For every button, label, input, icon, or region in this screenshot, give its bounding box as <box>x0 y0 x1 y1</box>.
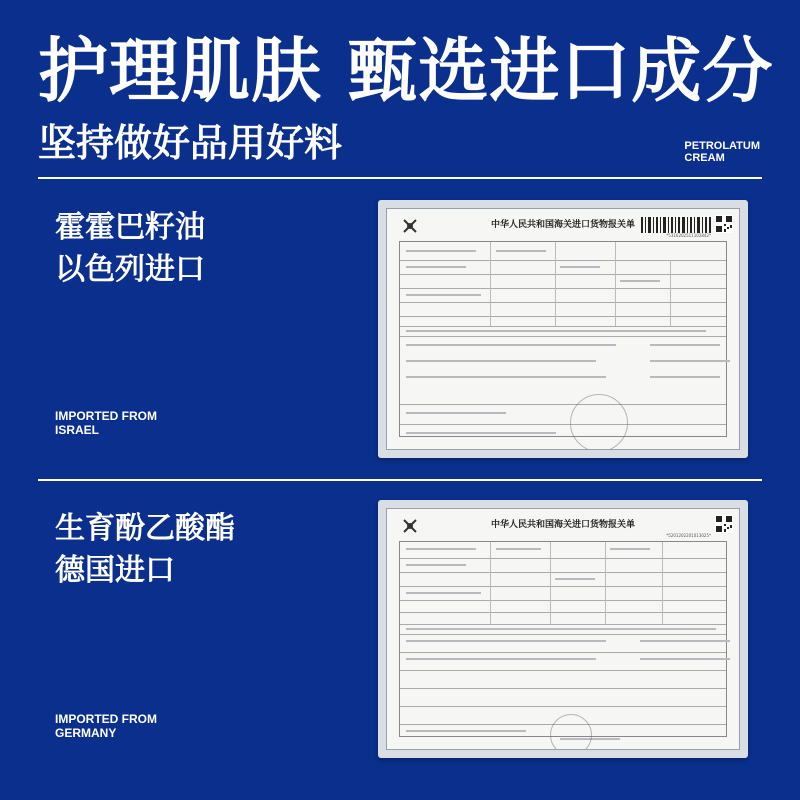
customs-declaration-1 <box>378 200 748 458</box>
customs-stamp <box>570 394 628 450</box>
customs-declaration-2-table <box>399 541 727 737</box>
ingredient-1-origin-line2: ISRAEL <box>55 423 100 437</box>
product-tag-line2: CREAM <box>684 152 725 164</box>
ingredient-2-name <box>55 508 235 592</box>
customs-declaration-1-table <box>399 241 727 437</box>
product-tag <box>684 140 760 164</box>
barcode-icon <box>641 217 711 233</box>
ingredient-1-name <box>55 207 205 291</box>
customs-declaration-2-paper <box>386 508 740 750</box>
ingredient-2-origin-line1: IMPORTED FROM <box>55 712 157 726</box>
customs-declaration-1-number: *5316202511102842* <box>666 233 711 238</box>
ingredient-2-origin-line2: GERMANY <box>55 726 117 740</box>
qr-code-icon <box>715 215 733 233</box>
middle-divider <box>38 479 762 481</box>
headline: 护理肌肤 甄选进口成分 <box>38 30 774 112</box>
qr-code-icon <box>715 515 733 533</box>
ingredient-2-origin <box>55 712 157 740</box>
customs-declaration-1-title: 中华人民共和国海关进口货物报关单 <box>490 220 635 230</box>
customs-declaration-1-paper <box>386 208 740 450</box>
ingredient-1-origin-line1: IMPORTED FROM <box>55 409 157 423</box>
customs-declaration-2-number: *5201202201013025* <box>666 533 711 538</box>
ingredient-2-name-line2: 德国进口 <box>55 553 175 588</box>
customs-declaration-2-title: 中华人民共和国海关进口货物报关单 <box>490 520 635 530</box>
ingredient-1-name-line1: 霍霍巴籽油 <box>55 210 205 245</box>
subheadline: 坚持做好品用好料 <box>38 121 343 165</box>
customs-stamp <box>550 714 592 750</box>
ingredient-1-name-line2: 以色列进口 <box>55 252 205 287</box>
top-divider <box>38 177 762 179</box>
customs-declaration-2 <box>378 500 748 758</box>
product-tag-line1: PETROLATUM <box>684 140 760 152</box>
ingredient-2-name-line1: 生育酚乙酸酯 <box>55 511 235 546</box>
ingredient-1-origin <box>55 409 157 437</box>
